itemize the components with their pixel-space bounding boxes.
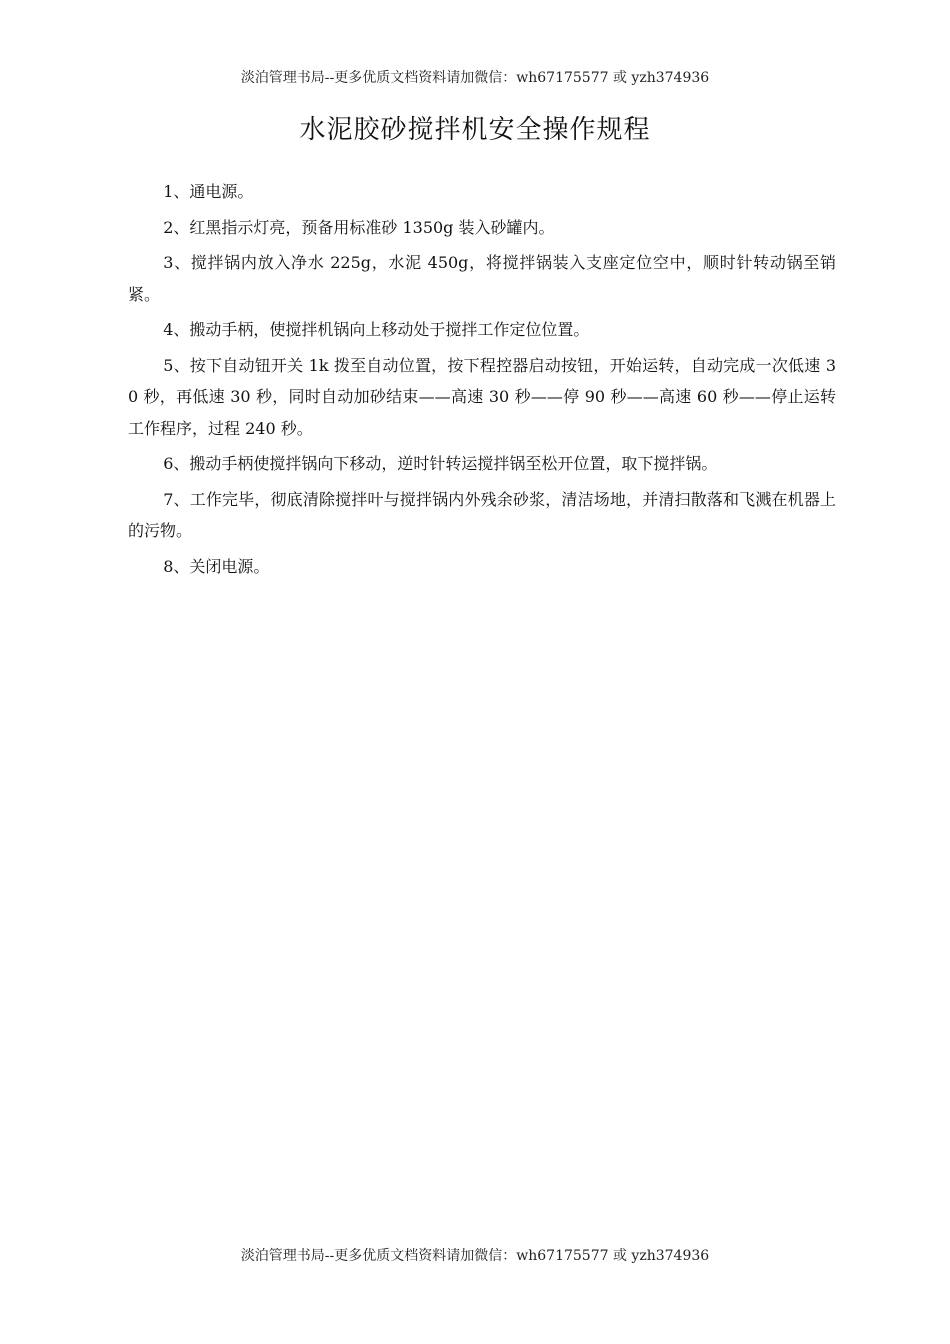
procedure-step-5: 5、按下自动钮开关 1k 拨至自动位置，按下程控器启动按钮，开始运转，自动完成一次低速 30 秒，再低速 30 秒，同时自动加砂结束——高速 30 秒——停 90 秒——高速 60 秒——停止运转工作程序，过程 240 秒。 [128, 355, 836, 438]
document-body [128, 176, 836, 586]
page-header: 淡泊管理书局--更多优质文档资料请加微信：wh67175577 或 yzh374936 [240, 70, 710, 86]
procedure-step-6: 6、搬动手柄使搅拌锅向下移动，逆时针转运搅拌锅至松开位置，取下搅拌锅。 [163, 454, 718, 473]
procedure-step-1: 1、通电源。 [163, 182, 254, 201]
document-title: 水泥胶砂搅拌机安全操作规程 [299, 115, 651, 145]
procedure-step-8: 8、关闭电源。 [163, 556, 270, 576]
procedure-step-4: 4、搬动手柄，使搅拌机锅向上移动处于搅拌工作定位位置。 [163, 320, 590, 339]
procedure-step-3: 3、搅拌锅内放入净水 225g，水泥 450g，将搅拌锅装入支座定位空中，顺时针转动锅至销紧。 [128, 253, 836, 304]
procedure-step-2: 2、红黑指示灯亮，预备用标准砂 1350g 装入砂罐内。 [163, 217, 555, 237]
procedure-step-7: 7、工作完毕，彻底清除搅拌叶与搅拌锅内外残余砂浆，清洁场地，并清扫散落和飞溅在机器上的污物。 [128, 489, 836, 540]
page-footer: 淡泊管理书局--更多优质文档资料请加微信：wh67175577 或 yzh374936 [240, 1248, 710, 1264]
